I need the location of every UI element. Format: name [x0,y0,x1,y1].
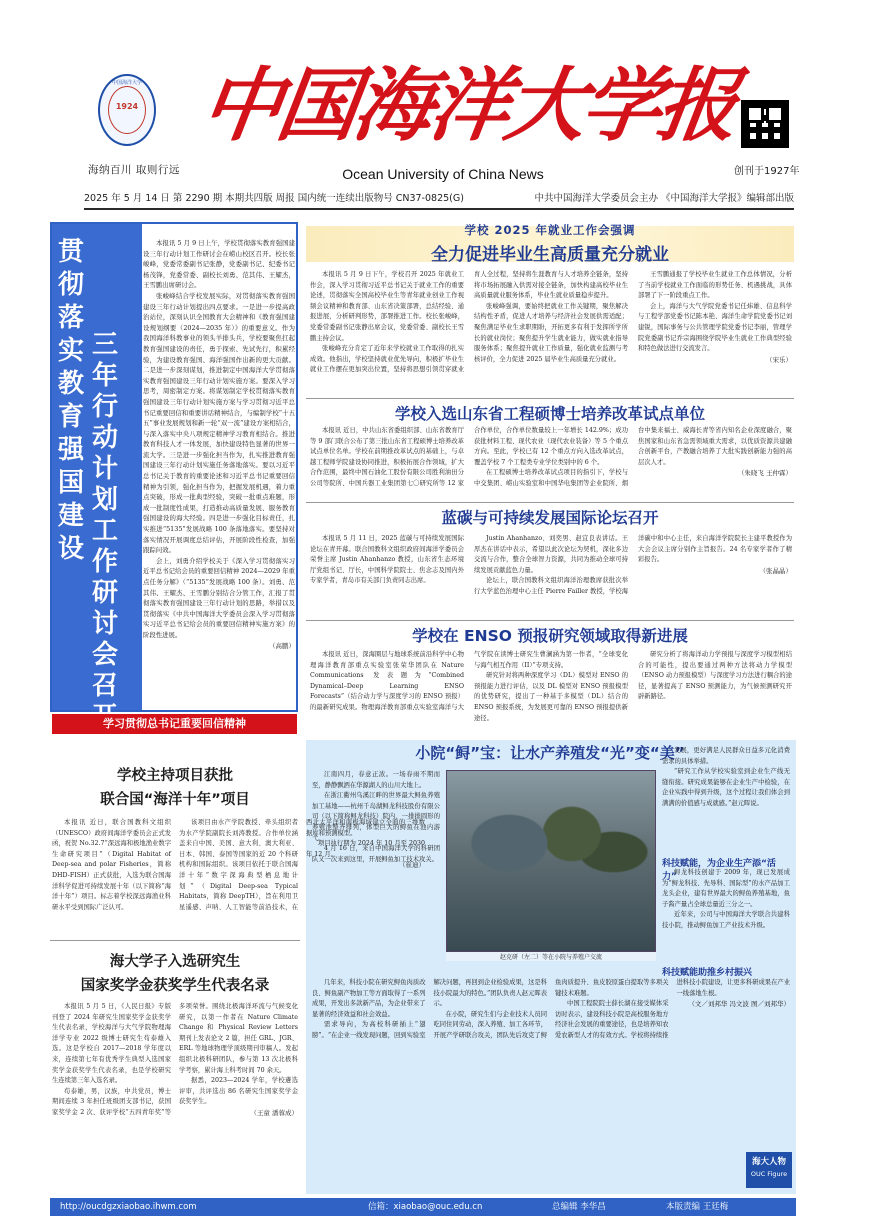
feature-photo-caption: 赵克研（左二）等在小院与养殖户交流 [446,952,656,961]
paragraph: 本报讯 近日，深海圈层与地球系统前沿科学中心物理海洋教育部重点实验室张荣华团队在 Nature Communications 发表题为“Combined Dynamical–Deep Learning ENSO Forecasts”（结合动力学与深度学习的 ENSO 预报）的最新研究成果。物理海洋教育部重点实验室海洋与大气学院在读博士研究生曹澜涵为第一作者，“全球变化与海气相互作用（II）”专项支持。 [310,651,628,711]
footer-url[interactable]: http://oucdgzxiaobao.ihwm.com [60,1202,197,1212]
newspaper-title: 中国海洋大学报 [195,58,741,152]
issue-info: 2025 年 5 月 14 日 第 2290 期 本期共四版 周报 国内统一连续出版物号 CN37-0825(G) [84,193,464,204]
employment-byline: （宋乐） [766,355,792,364]
paragraph: Justin Ahanhanzo、刘奕男、赵宜良表讲话。王厚杰在讲话中表示，希望以此次论坛为契机，深化多边交流与合作，整合全球智力资源，共同为推动全球可持续发展贡献蓝色力量。 [474,535,628,574]
footer-duty-editor: 本版责编 王廷梅 [666,1202,729,1212]
lead-byline: （高鹏） [269,641,295,650]
university-motto: 海纳百川 取则行远 [88,164,180,176]
paragraph: 苟泰雄，男，汉族，中共党员，博士期间连续 3 年担任班级团支部书记，获国家奖学金 2 次、获评学校“五四青年奖”等多项荣誉。围绕北极海洋环流与气候变化研究，以第一作者在 Nature Climate Change 和 Physical Review Letters 期刊上发表论文 2 篇，担任 GRL、JGR、ERL 等地球物理学顶级期刊审稿人。发起组织北极科研团队，参与第 13 次北极科学考察，累计海上科考时间 70 余天。 [52,1003,298,1116]
paragraph: 鲟龙科技创建于 2009 年，现已发展成为“鲟龙科技、先导科、国际型”的水产品加工龙头企业，建有世界最大的鲟鱼养殖基地，鱼子酱产量占全球总量近三分之一。 [662,869,790,908]
divider [306,398,794,399]
feature-body-columns [312,978,790,1192]
paragraph: 会上，海洋与大气学院党委书记任炜雄、信息科学与工程学部党委书记陈本艳、海洋生命学院党委书记刘建锐，国际事务与公共管理学院党委书记李丽，管理学院党委副书记乔宗海围绕学院毕业生就业工作典型经验和特色做法进行交流发言。 [638,302,792,353]
page-footer [50,1198,796,1216]
unesco-byline: （崔迪） [399,861,425,870]
employment-kicker: 学校 2025 年就业工作会强调 [464,223,636,237]
paragraph: “研究工作从学校实验室到企业生产线无缝衔接。研究成果能够在企业生产中检验，在企业实践中得到升级，这个过程让我们体会到满满的价值感与成就感。”赵元晖说。 [662,768,790,807]
pilot-byline: （朱晓飞 王仲霖） [737,469,792,478]
paragraph: 本报讯 5 月 9 日上午，学校贯彻落实教育强国建设三年行动计划工作研讨会在崂山校区召开。校长张峻峰，党委常委副书记张静，党委副书记、纪委书记杨茂锋，党委常委、副校长刘勇、范其伟、王耀杰，王雪鹏出席研讨会。 [143,239,295,290]
paragraph: 张峻峰结合学校发展实际，对贯彻落实教育强国建设三年行动计划提出四点要求。一是进一步提高政治站位，深刻认识全国教育大会精神和《教育强国建设规划纲要（2024—2035 年）》的重要意义。作为我国海洋科教事业的领头羊排头兵，学校要聚焦扛起教育强国建设的责任，勇于探索、先试先行，积累经验，为建设教育强国、海洋强国作出新的更大贡献。二是进一步深刻谋划，推进制定中国海洋大学贯彻落实教育强国建设三年行动计划实施方案。要深入学习思考，周密制定方案。将谋划制定学校贯彻落实教育强国建设三年行动计划实施方案与学习贯彻习近平总书记重要回信和重要讲话精神结合，与编制学校“十五五”事业发展规划和新一轮“双一流”建设方案相结合，与深入落实中央八项规定精神学习教育相结合。推进教育科技人才一体发展，加快建设特色显著的世界一流大学。三是进一步强化担当作为，扎实推进教育强国建设三年行动计划实施任务落地落实。要以习近平总书记关于教育的重要论述和习近平总书记重要回信精神为引领，强化担当作为，把握发展机遇，着力重点突破，形成一批典型经验，突破一批重点难题，形成一批制度性成果，打造推动高质量发展、服务教育强国建设的海大经验。四是进一步强化目标责任，扎实推进“5135”发展战略 100 条落地落实。要坚持对落实情况开展调度总结评估，开展阶段性检查，加强跟踪问效。 [143,291,295,555]
badge-title: 海大人物 [751,1157,786,1167]
seal-year: 1924 [115,102,139,111]
paragraph: 论坛上，联合国教科文组织海洋治理教席获批次举行大学蓝色治理中心主任 Pierre Failler 教授，学校海洋碳中和中心主任，来自海洋学院院长主建平教授作为大会会议主席分别作主旨报告。24 名专家学者作了精彩报告。 [474,535,792,595]
paragraph: 4 月 16 日，来自中国海洋大学的科研团队又一次来到这里，开展鲟鱼加工技术攻关。 [312,845,440,863]
newspaper-title-english: Ocean University of China News [342,166,544,182]
unesco-headline-line1: 学校主持项目获批 [117,768,233,784]
feature-right-column-2 [662,868,790,964]
forum-byline: （张晶晶） [759,566,792,575]
lead-headline-line1: 贯彻落实教育强国建设 [58,237,85,564]
paragraph: 发展，更好满足人民群众日益多元化消费需求的具体举措。 [662,747,790,765]
qr-code-icon [741,100,789,148]
paragraph: 在浙江衢州乌溪江畔的世界最大鲟鱼养殖加工基地——杭州千岛湖鲟龙科技股份有限公司（以下简称鲟龙科技）院内，一排排圆形的养殖池整齐排列，体型巨大的鲟鱼在池内游弋。 [312,792,440,842]
enso-body [310,650,792,732]
footer-editor: 总编辑 李华昌 [552,1202,606,1212]
forum-headline: 蓝碳与可持续发展国际论坛召开 [441,509,659,527]
footer-email[interactable]: 信箱：xiaobao@ouc.edu.cn [368,1202,483,1212]
feature-byline: （文／刘邦华 冯文波 图／刘邦华） [688,1000,790,1009]
paragraph: 据悉，2023—2024 学年，学校遴选评审，共评选出 86 名研究生国家奖学金获奖学生。 [179,1077,298,1106]
unesco-headline-line2: 联合国“海洋十年”项目 [100,792,250,808]
feature-right-column [662,746,790,856]
divider [306,620,794,621]
issue-info-bar [84,190,794,206]
paragraph: 张峻峰强调，要始终把就业工作关键期，聚焦解决结构性矛盾，促进人才培养与经济社会发展供需适配；聚焦满足毕业生求职期盼，开拓更多有利于发挥所学所长的就业岗位；聚焦提升学生就业能力，做实就业指导服务体系；聚焦提升就业工作质量，强化就业监测与考核评价，全力促进 2025 届毕业生高质量充分就业。 [474,302,628,363]
paragraph: 本报讯 近日，联合国教科文组织（UNESCO）政府间海洋学委员会正式发函，祝贺 No.32.7“深远海和极地渔业数字生命研究项目”（Digital Habitat of Deep-sea and polar Fisheries，简称 DHD-FISH）正式获批，入选为联合国海洋科学促进可持续发展十年（以下简称“海洋十年”）项目。标志着学校深远海渔业科研水平受到国际广泛认可。 [52,819,171,911]
paragraph: 会上，刘勇介绍学校关于《深入学习贯彻落实习近平总书记给会员的重要回信精神 2024—2029 年重点任务分解》（“5135”发展战略 100 条）。刘勇、范其伟、王耀杰、王雪鹏分别结合分管工作，汇报了贯彻落实教育强国建设三年行动计划的思路，举措以及贯彻落实《中共中国海洋大学委员会深入学习贯彻落实习近平总书记给会员的重要回信精神实施方案》的阶段性进展。 [143,556,295,639]
paragraph: 本报讯 5 月 9 日下午，学校召开 2025 年就业工作会，深入学习贯彻习近平总书记关于就业工作的重要论述，贯彻落实全国高校毕业生等青年就业创业工作视频会议精神和教育部、山东省决策部署，总结经验、通报进展，分析研判形势，部署推进工作。校长张峻峰，党委常委副书记张静出席会议，党委常委、副校长王雪鹏主持会议。 [310,271,464,342]
award-body [52,1002,298,1192]
paragraph: 需求导向，为高校科研插上“翅膀”。“在企业一线发现问题，回到实验室解决问题，再回到企业检验成果，这是科技小院最大的特色。”团队负责人赵元晖表示。 [312,979,547,1039]
paragraph: 江南四月，春意正浓。一场春雨不期而至，静静飘洒在华源湖人的山川大地上。 [312,771,440,789]
feature-photo [446,770,656,952]
award-byline: （王童 潘蓉成） [250,1108,298,1117]
enso-headline: 学校在 ENSO 预报研究领域取得新进展 [412,627,688,645]
paragraph: 王雪鹏通报了学校毕业生就业工作总体情况，分析了当前学校就业工作面临的形势任务、机遇挑战，具体部署了下一阶段重点工作。 [638,271,792,300]
lead-story-body [143,238,295,710]
paragraph: 张峻峰充分肯定了近年来学校就业工作取得的扎实成效。他指出，学校坚持就业优先导向，积极扩毕业生就业工作摆在更加突出位置，坚持将思想引领贯穿就业育人全过程，坚持将生涯教育与人才培养全链条，坚持将市场拓展融入供需对接全链条，加快构建高校毕业生高质量就业服务体系，毕业生就业质量稳步提升。 [310,271,628,374]
pilot-body [310,426,792,500]
paragraph: 该项目由水产学院教授、牵头组织者为水产学院副院长刘涛教授。合作单位涵盖来自中国、美国、意大利、澳大利亚、日本、韩国、泰国等国家的近 20 个科研机构和国际组织。该项目依托于联合国海洋十年“数字深海典型栖息地计划”（Digital Deep-sea Typical Habitats，简称 DeepTH），旨在利用卫星遥感、声呐、人工智能等前沿技术，在西北太平洋和南极海域建立全面的三维数据库和预测模型。 [179,819,425,911]
pilot-headline: 学校入选山东省工程硕博士培养改革试点单位 [394,405,705,423]
feature-subheading: 科技赋能，为企业生产添“活力” [662,859,776,882]
paragraph: 在小院，研究生们与企业技术人员同吃同住同劳动，深入养殖、加工各环节，开展产学研联合攻关，团队先后攻克了鲟鱼肉质提升、鱼皮胶原蛋白提取等多项关键技术难题。 [433,979,669,1039]
publisher-info: 中共中国海洋大学委员会主办 《中国海洋大学报》编辑部出版 [534,193,794,204]
lead-headline-line2: 三年行动计划工作研讨会召 [92,330,119,701]
paragraph: 本报讯 近日，中共山东省委组织部、山东省教育厅等 9 部门联合公布了第三批山东省工程硕博士培养改革试点单位名单。学校在前期推改革试点的基础上，与卓越工程师学院建设协同推进，积极拓展合作领域，扩大合作范围，最终中国石油化工股份有限公司胜利油田分公司等院所、中国兵器工业集团第七〇研究所等 12 家合作单位，合作单位数量较上一年增长 142.9%；成功获批材料工程、现代农业（现代农业装备）等 5 个重点方向。至此，学校已有 12 个重点方向入选改革试点，覆盖学校 7 个工程类专业学位类别中的 6 个。 [310,427,628,487]
lead-column-banner: 学习贯彻总书记重要回信精神 [52,714,297,734]
divider [50,940,300,941]
award-headline-line1: 海大学子入选研究生 [109,954,241,970]
badge-subtitle: OUC Figure [750,1170,788,1178]
seal-ring-text: 中国海洋大学 [111,80,142,86]
paragraph: 研究针对将两种深度学习（DL）模型对 ENSO 的预报能力进行评估，以及 DL 模型对 ENSO 预报模型的优势研究，提出了一种基于多模型（DL）结合的ENSO 预报系统，为发展更可靠的 ENSO 预报提供新途径。 [474,672,628,722]
paragraph: 几年来，科技小院在研究鲟鱼肉质改良、鲟鱼副产物加工等方面取得了一系列成果，开发出多款新产品，为企业带来了显著的经济效益和社会效益。 [312,979,426,1018]
divider [306,502,794,503]
employment-body [310,270,792,396]
paragraph: 近年来，公司与中国海洋大学联合共建科技小院，推动鲟鱼加工产业技术升级。 [662,911,790,929]
paragraph: 研究分析了将海洋动力学预报与深度学习模型相结合的可能性，提出要通过两种方法将动力学模型（ENSO 动力预报模型）与深度学习方法进行耦合的途径，显著提高了 ENSO 预测能力，为气候预测研究开辟新路径。 [638,651,792,701]
founded-note: 创刊于1927年 [734,166,800,177]
paragraph: 本报讯 5 月 5 日，《人民日报》专版刊登了 2024 年研究生国家奖学金获奖学生代表名录，学校海洋与大气学院物理海洋学专业 2022 级博士研究生苟泰雄入选。这是学校自 2017—2018 学年度以来，连续第七年有优秀学生典型入选国家奖学金获奖学生代表名录，也是学校研究生连续第三年入选名录。 [52,1003,171,1085]
paragraph: 本报讯 5 月 11 日，2025 蓝碳与可持续发展国际论坛在青开幕。联合国教科文组织政府间海洋学委员会荣誉主席 Justin Ahanhanzo 教授，山东省生态环境厅党组书记、厅长，中国科学院院士、焦念志及国内外专家学者，青岛市有关部门负责同志出席。 [310,535,464,585]
university-seal-logo [98,74,156,146]
paragraph: 项目执行期为 2024 年 10 月至 2030 年 12 月。 [306,840,425,858]
paragraph: 在工程硕博士培养改革试点项目的指引下，学校与中交集团、崂山实验室和中国华电集团等企业院所、烟台中集来福士、威海长青等省内知名企业深度融合，聚焦国家和山东省急需领域重大需求，以优质资源共建融合创新平台，产教融合培养了大批实践创新能力强的高层次人才。 [474,427,792,487]
forum-body [310,534,792,618]
masthead-divider [84,208,794,210]
column-badge [746,1152,792,1188]
paragraph: 中国工程院院士薛长湖在接受媒体采访时表示，建设科技小院是高校服务地方经济社会发展的重要途径，也是培养知农爱农新型人才的有效方式。学校将持续推进科技小院建设，让更多科研成果在产业一线落地生根。 [555,979,790,1039]
award-headline-line2: 国家奖学金获奖学生代表名录 [80,978,270,994]
feature-subheading: 科技赋能助推乡村振兴 [662,968,753,978]
feature-headline: 小院“鲟”宝：让水产养殖发“光”变“美” [415,744,685,762]
employment-headline: 全力促进毕业生高质量充分就业 [431,245,669,265]
